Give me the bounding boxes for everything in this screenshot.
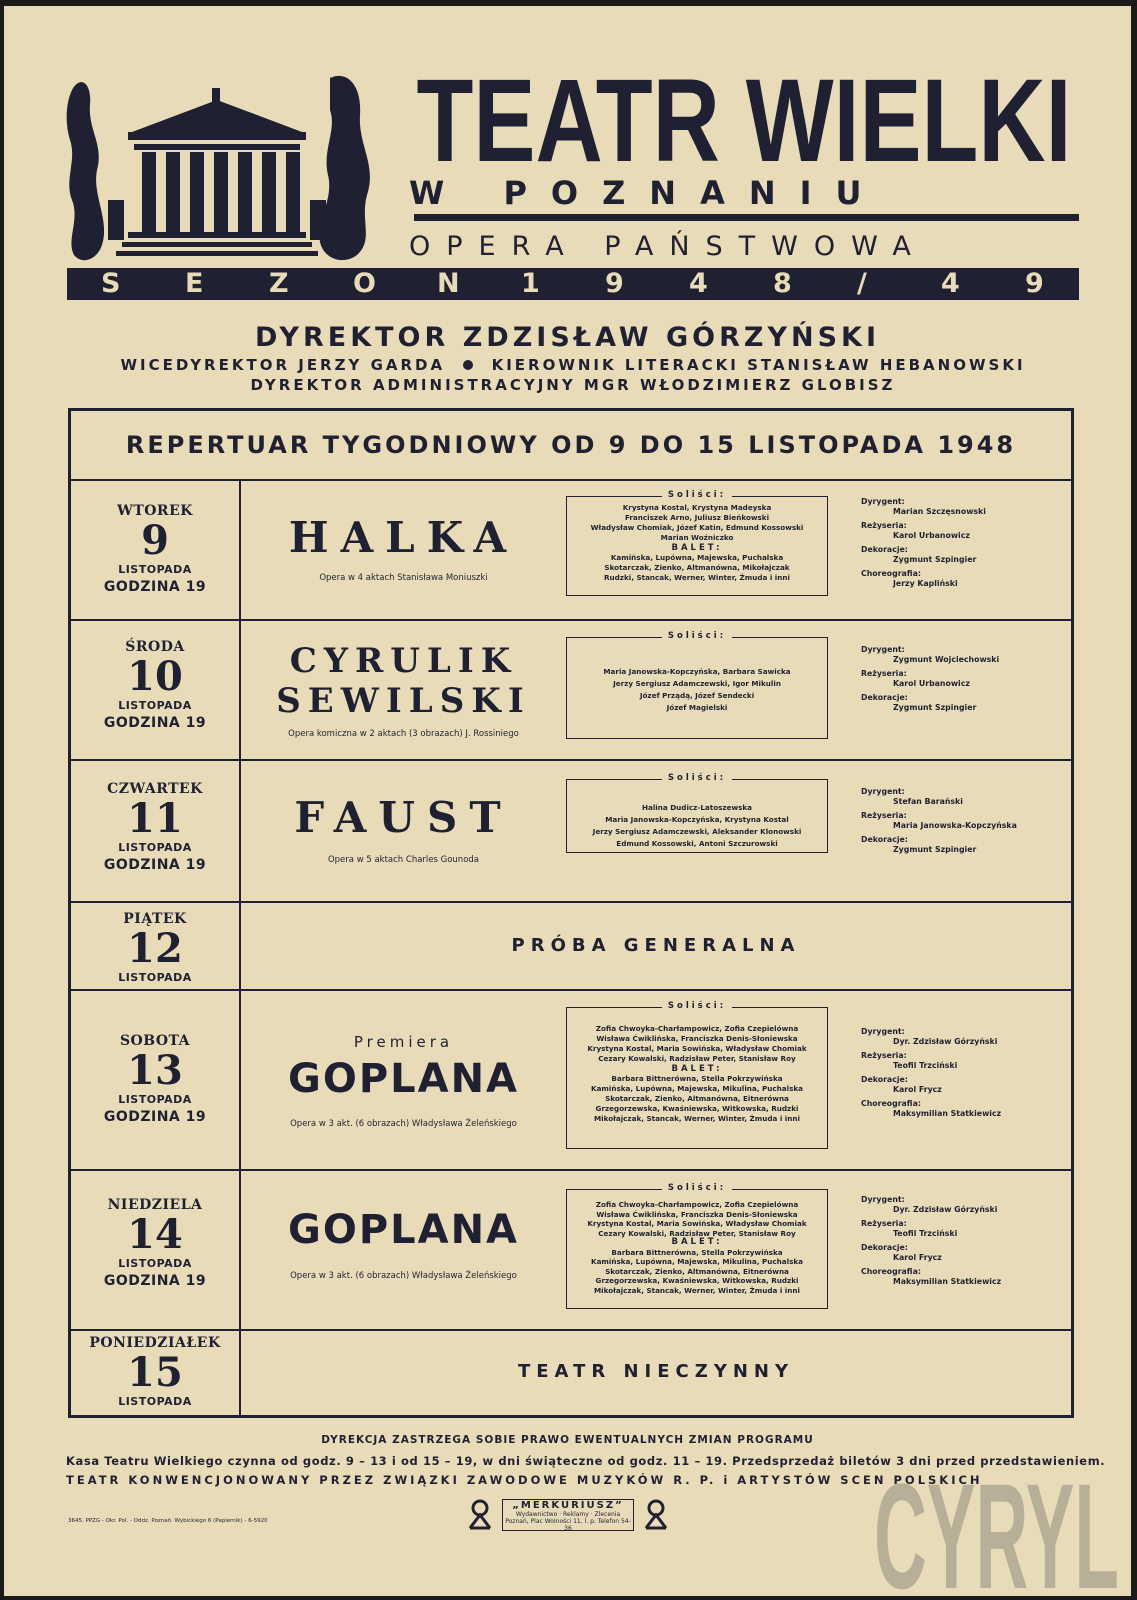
row-divider	[71, 759, 1071, 761]
soloists-box	[566, 1183, 828, 1309]
soloist-line: Maria Janowska-Kopczyńska, Barbara Sawicka	[603, 667, 791, 676]
day-cell	[71, 1197, 239, 1289]
season-letter: 9	[1025, 268, 1044, 299]
staff-role: Dekoracje:	[861, 1075, 908, 1084]
day-cell	[71, 503, 239, 595]
staff-name: Karol Urbanowicz	[893, 679, 970, 688]
staff-role: Dekoracje:	[861, 835, 908, 844]
agency-name: „MERKURIUSZ”	[512, 1500, 624, 1511]
row-divider	[71, 1169, 1071, 1171]
staff-name: Stefan Barański	[893, 797, 963, 806]
director: DYREKTOR ZDZISŁAW GÓRZYŃSKI	[254, 322, 881, 353]
printer-info: 3645. PPZG - Okr. Pol. - Oddz. Poznań. Wybickiego 6 (Papiernik) - 6-5920	[68, 1518, 268, 1524]
ballet-line: Grzegorzewska, Kwaśniewska, Witkowska, Rudzki	[595, 1104, 799, 1113]
ballet-line: Grzegorzewska, Kwaśniewska, Witkowska, Rudzki	[595, 1276, 799, 1285]
ballet-line: Barbara Bittnerówna, Stella Pokrzywińska	[611, 1074, 783, 1083]
staff-role: Dyrygent:	[861, 1027, 905, 1036]
premiere-label: Premiera	[353, 1033, 454, 1051]
staff-list	[861, 1023, 1061, 1119]
soloist-line: Krystyna Kostal, Krystyna Madeyska	[622, 503, 772, 512]
row-divider	[71, 989, 1071, 991]
staff-role: Reżyseria:	[861, 811, 907, 820]
time-label: GODZINA 19	[103, 579, 207, 595]
poster	[4, 6, 1131, 1596]
staff-list	[861, 641, 1061, 713]
opera-subtitle: Opera komiczna w 2 aktach (3 obrazach) J. Rossiniego	[288, 729, 519, 739]
staff-role: Dekoracje:	[861, 1243, 908, 1252]
vice-director-line	[68, 356, 1078, 374]
staff-role: Choreografia:	[861, 1267, 921, 1276]
season-letter: 4	[689, 268, 708, 299]
literary-manager: KIEROWNIK LITERACKI STANISŁAW HEBANOWSKI	[491, 356, 1026, 374]
soloist-line: Wisława Ćwiklińska, Franciszka Denis-Słoniewska	[596, 1209, 798, 1219]
day-name: CZWARTEK	[107, 781, 203, 797]
staff-name: Maksymilian Statkiewicz	[893, 1277, 1002, 1286]
staff-role: Dyrygent:	[861, 1195, 905, 1204]
ballet-line: Barbara Bittnerówna, Stella Pokrzywińska	[611, 1247, 783, 1257]
time-label: GODZINA 19	[103, 1273, 207, 1289]
staff-role: Dyrygent:	[861, 645, 905, 654]
repertoire-title: REPERTUAR TYGODNIOWY OD 9 DO 15 LISTOPADA 1948	[125, 431, 1017, 459]
season-banner	[67, 268, 1079, 300]
staff-name: Karol Frycz	[893, 1253, 942, 1262]
staff-name: Dyr. Zdzisław Górzyński	[893, 1037, 998, 1046]
month-label: LISTOPADA	[118, 699, 192, 712]
opera-title: HALKA	[288, 513, 519, 562]
soloists-label: Soliści:	[662, 773, 732, 783]
staff-role: Reżyseria:	[861, 1219, 907, 1228]
soloists-label: Soliści:	[662, 1001, 732, 1011]
soloist-line: Cezary Kowalski, Radzisław Peter, Stanisław Roy	[598, 1054, 796, 1063]
day-number: 15	[127, 1349, 183, 1396]
day-name: PIĄTEK	[123, 911, 187, 927]
agency-line: Poznań, Plac Wolności 11, I. p. Telefon 54-36	[505, 1518, 631, 1532]
opera-subtitle: Opera w 4 aktach Stanisława Moniuszki	[319, 573, 488, 583]
row-divider	[71, 619, 1071, 621]
season-letter: E	[185, 268, 204, 299]
ballet-label: BALET:	[671, 1237, 723, 1247]
ballet-line: Skotarczak, Zienko, Altmanówna, Eitnerówna	[605, 1094, 789, 1103]
cyryl-stamp	[874, 1438, 1124, 1596]
ballet-label: BALET:	[671, 1064, 723, 1074]
season-letter: 4	[941, 268, 960, 299]
staff-role: Dekoracje:	[861, 545, 908, 554]
opera-subtitle: Opera w 5 aktach Charles Gounoda	[327, 855, 480, 865]
season-letter: 8	[773, 268, 792, 299]
staff-role: Dekoracje:	[861, 693, 908, 702]
day-number: 11	[127, 795, 183, 842]
time-label: GODZINA 19	[103, 1109, 207, 1125]
day-number: 9	[141, 517, 169, 564]
day-name: ŚRODA	[125, 639, 185, 655]
month-label: LISTOPADA	[118, 1257, 192, 1270]
soloist-line: Wisława Ćwiklińska, Franciszka Denis-Słoniewska	[596, 1034, 798, 1043]
staff-name: Zygmunt Szpingier	[893, 845, 977, 854]
union-notice: TEATR KONWENCJONOWANY PRZEZ ZWIĄZKI ZAWODOWE MUZYKÓW R. P. i ARTYSTÓW SCEN POLSKICH	[66, 1473, 983, 1487]
row-divider	[71, 1329, 1071, 1331]
row-divider	[71, 479, 1071, 481]
soloist-line: Józef Magielski	[666, 703, 728, 712]
mercury-logo-icon	[642, 1498, 670, 1532]
staff-role: Reżyseria:	[861, 521, 907, 530]
staff-name: Jerzy Kapliński	[893, 579, 958, 588]
staff-role: Dyrygent:	[861, 497, 905, 506]
city-subtitle: W POZNANIU	[409, 174, 886, 212]
soloist-line: Zofia Chwoyka-Charłampowicz, Zofia Czepielówna	[595, 1200, 799, 1209]
day-name: SOBOTA	[119, 1033, 191, 1049]
ballet-line: Mikołajczak, Stancak, Werner, Winter, Żmuda i inni	[594, 1285, 800, 1295]
ballet-line: Mikołajczak, Stancak, Werner, Winter, Żmuda i inni	[594, 1114, 800, 1123]
soloists-label: Soliści:	[662, 631, 732, 641]
header-divider	[414, 214, 1079, 221]
theatre-title	[409, 56, 1079, 176]
soloist-line: Krystyna Kostal, Maria Sowińska, Władysław Chomiak	[587, 1219, 807, 1228]
month-label: LISTOPADA	[118, 563, 192, 576]
month-label: LISTOPADA	[118, 971, 192, 984]
opera-title: GOPLANA	[287, 1207, 520, 1253]
staff-name: Zygmunt Wojciechowski	[893, 655, 1000, 664]
staff-role: Choreografia:	[861, 1099, 921, 1108]
staff-name: Karol Frycz	[893, 1085, 942, 1094]
day-name: NIEDZIELA	[107, 1197, 203, 1213]
box-office-hours: Kasa Teatru Wielkiego czynna od godz. 9 – 13 i od 15 – 19, w dni świąteczne od godz. 11 – 19. Przedsprzedaż biletów 3 dni przed przedstawieniem.	[66, 1454, 1106, 1468]
ballet-line: Skotarczak, Zienko, Altmanówna, Eitnerówna	[605, 1266, 789, 1276]
soloist-line: Jerzy Sergiusz Adamczewski, Igor Mikulin	[613, 679, 781, 688]
schedule-table	[68, 408, 1074, 1418]
day-cell	[71, 639, 239, 731]
opera-subtitle: Opera w 3 akt. (6 obrazach) Władysława Żeleńskiego	[290, 1119, 517, 1129]
day-number: 13	[127, 1047, 183, 1094]
merkuriusz-box	[502, 1499, 634, 1531]
staff-role: Reżyseria:	[861, 669, 907, 678]
day-cell	[71, 1335, 239, 1408]
mercury-logo-icon	[466, 1498, 494, 1532]
soloists-label: Soliści:	[662, 1183, 732, 1193]
opera-subtitle: OPERA PAŃSTWOWA	[409, 231, 927, 262]
time-label: GODZINA 19	[103, 857, 207, 873]
opera-title: SEWILSKI	[276, 681, 531, 721]
opera-title: CYRULIK	[289, 641, 518, 681]
staff-name: Marian Szczęsnowski	[893, 507, 986, 516]
day-name: WTOREK	[117, 503, 193, 519]
staff-name: Teofil Trzciński	[893, 1229, 958, 1238]
season-letter: S	[101, 268, 121, 299]
soloists-box	[566, 490, 828, 596]
day-name: PONIEDZIAŁEK	[89, 1335, 221, 1351]
day-cell	[71, 781, 239, 873]
ballet-label: BALET:	[671, 543, 723, 553]
soloist-line: Krystyna Kostal, Maria Sowińska, Władysław Chomiak	[587, 1044, 807, 1053]
staff-list	[861, 493, 1061, 589]
soloists-box	[566, 1001, 828, 1149]
agency-line: Wydawnictwo · Reklamy · Zlecenia	[515, 1511, 621, 1518]
ballet-line: Rudzki, Stancak, Werner, Winter, Żmuda i inni	[604, 573, 790, 582]
soloist-line: Marian Woźniczko	[660, 533, 734, 542]
time-label: GODZINA 19	[103, 715, 207, 731]
staff-list	[861, 1191, 1061, 1287]
staff-name: Dyr. Zdzisław Górzyński	[893, 1205, 998, 1214]
soloist-line: Józef Prządą, Józef Sendecki	[639, 691, 755, 700]
season-letter: 9	[605, 268, 624, 299]
opera-title: FAUST	[294, 793, 513, 842]
ballet-line: Kamińska, Lupówna, Majewska, Puchalska	[610, 553, 784, 562]
staff-name: Zygmunt Szpingier	[893, 555, 977, 564]
staff-list	[861, 783, 1061, 855]
svg-text:TEATR WIELKI: TEATR WIELKI	[416, 56, 1072, 176]
soloists-box	[566, 773, 828, 853]
month-label: LISTOPADA	[118, 1093, 192, 1106]
soloists-label: Soliści:	[662, 490, 732, 500]
day-number: 12	[127, 925, 183, 972]
event-label: PRÓBA GENERALNA	[511, 935, 801, 956]
svg-text:CYRYL: CYRYL	[874, 1452, 1119, 1598]
staff-name: Zygmunt Szpingier	[893, 703, 977, 712]
month-label: LISTOPADA	[118, 841, 192, 854]
season-letter: O	[353, 268, 376, 299]
soloist-line: Edmund Kossowski, Antoni Szczurowski	[616, 839, 778, 848]
staff-name: Teofil Trzciński	[893, 1061, 958, 1070]
season-letter: 1	[521, 268, 540, 299]
ballet-line: Kamińska, Lupówna, Majewska, Mikulina, Puchalska	[591, 1257, 803, 1266]
soloist-line: Halina Dudicz-Latoszewska	[641, 803, 753, 812]
day-number: 10	[127, 653, 183, 700]
soloist-line: Cezary Kowalski, Radzisław Peter, Stanisław Roy	[598, 1228, 796, 1238]
day-cell	[71, 911, 239, 984]
staff-name: Karol Urbanowicz	[893, 531, 970, 540]
admin-director: DYREKTOR ADMINISTRACYJNY MGR WŁODZIMIERZ GLOBISZ	[250, 376, 896, 394]
soloist-line: Maria Janowska-Kopczyńska, Krystyna Kostal	[605, 815, 789, 824]
theatre-building-illustration	[62, 70, 392, 265]
soloist-line: Zofia Chwoyka-Charłampowicz, Zofia Czepielówna	[595, 1024, 799, 1033]
soloists-box	[566, 631, 828, 739]
month-label: LISTOPADA	[118, 1395, 192, 1408]
season-letter: Z	[269, 268, 289, 299]
program-change-notice: DYREKCJA ZASTRZEGA SOBIE PRAWO EWENTUALNYCH ZMIAN PROGRAMU	[321, 1434, 814, 1446]
day-cell	[71, 1033, 239, 1125]
staff-role: Reżyseria:	[861, 1051, 907, 1060]
soloist-line: Jerzy Sergiusz Adamczewski, Aleksander Klonowski	[592, 827, 802, 836]
season-letter: /	[857, 268, 867, 299]
soloist-line: Władysław Chomiak, Józef Katin, Edmund Kossowski	[590, 523, 804, 532]
opera-title: GOPLANA	[287, 1056, 520, 1102]
day-number: 14	[127, 1211, 183, 1258]
opera-subtitle: Opera w 3 akt. (6 obrazach) Władysława Żeleńskiego	[290, 1271, 517, 1281]
vice-director: WICEDYREKTOR JERZY GARDA	[120, 356, 446, 374]
soloist-line: Franciszek Arno, Juliusz Bieńkowski	[624, 513, 770, 522]
season-letter: N	[437, 268, 460, 299]
ballet-line: Kamińska, Lupówna, Majewska, Mikulina, Puchalska	[591, 1084, 803, 1093]
staff-name: Maria Janowska-Kopczyńska	[893, 821, 1017, 830]
staff-role: Dyrygent:	[861, 787, 905, 796]
staff-name: Maksymilian Statkiewicz	[893, 1109, 1002, 1118]
row-divider	[71, 901, 1071, 903]
ballet-line: Skotarczak, Zienko, Altmanówna, Mikołajczak	[604, 563, 790, 572]
event-label: TEATR NIECZYNNY	[517, 1361, 795, 1382]
bullet-icon	[463, 360, 473, 370]
staff-role: Choreografia:	[861, 569, 921, 578]
